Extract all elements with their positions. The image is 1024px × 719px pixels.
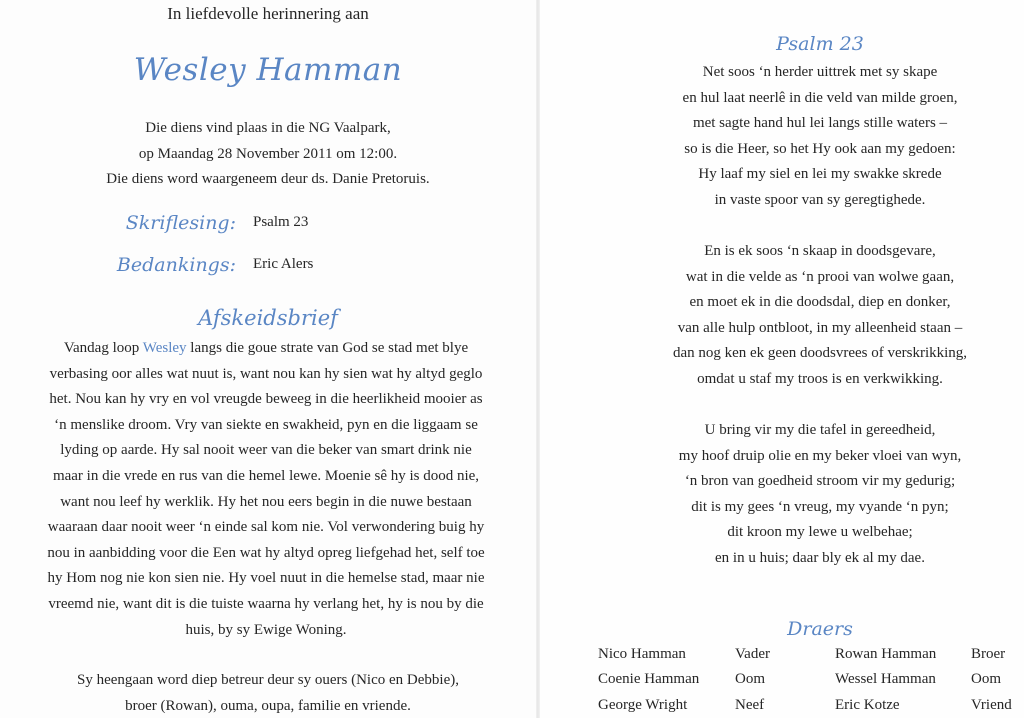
farewell-letter xyxy=(6,336,526,643)
psalm-line: U bring vir my die tafel in gereedheid, xyxy=(704,422,936,438)
closing-note xyxy=(0,668,536,719)
bedankings-value: Eric Alers xyxy=(253,256,314,272)
psalm-line: so is die Heer, so het Hy ook aan my gedoen: xyxy=(684,140,956,157)
letter-line: vreemd nie, want dit is die tuiste waarna hy verlang het, hy is nou by die xyxy=(48,595,484,612)
letter-line: hy Hom nog nie kon sien nie. Hy voel nuut in die hemelse stad, maar nie xyxy=(47,570,485,587)
bedankings-row xyxy=(0,254,536,282)
letter-lead: Vandag loop xyxy=(63,340,143,356)
pallbearer-relation: Neef xyxy=(735,696,765,713)
psalm-line: van alle hulp ontbloot, in my alleenheid staan – xyxy=(677,319,963,336)
psalm-line: Hy laaf my siel en lei my swakke skrede xyxy=(698,166,942,183)
letter-line: want nou leef hy werklik. Hy het nou eers begin in die nuwe bestaan xyxy=(60,493,472,510)
psalm-line: en moet ek in die doodsdal, diep en donker, xyxy=(689,294,951,311)
pallbearer-name: Eric Kotze xyxy=(835,696,900,713)
skriflesing-row xyxy=(0,212,536,240)
pallbearer-name: Nico Hamman xyxy=(598,646,686,662)
psalm-stanza-1 xyxy=(540,60,1024,214)
pallbearers-table xyxy=(598,642,1024,718)
pallbearer-row xyxy=(598,667,1024,692)
psalm-line: en hul laat neerlê in die veld van milde groen, xyxy=(682,89,958,106)
psalm-line: dit kroon my lewe u welbehae; xyxy=(727,524,913,541)
skriflesing-label: Skriflesing: xyxy=(125,212,236,234)
letter-line xyxy=(6,336,526,362)
skriflesing-value: Psalm 23 xyxy=(253,214,309,230)
psalm-line: my hoof druip olie en my beker vloei van wyn, xyxy=(678,447,962,464)
closing-line: Sy heengaan word diep betreur deur sy ouers (Nico en Debbie), xyxy=(77,672,459,688)
letter-line: maar in die vrede en rus van die hemel lewe. Moenie sê hy is dood nie, xyxy=(52,467,480,484)
deceased-name: Wesley Hamman xyxy=(133,52,403,88)
bedankings-label: Bedankings: xyxy=(116,254,236,276)
letter-line: waaraan daar nooit weer ‘n einde sal kom nie. Vol verwondering buig hy xyxy=(47,519,485,536)
service-line: Die diens word waargeneem deur ds. Danie Pretoruis. xyxy=(106,171,430,187)
psalm-line: en in u huis; daar bly ek al my dae. xyxy=(715,549,925,566)
service-details xyxy=(0,116,536,193)
pallbearer-relation: Oom xyxy=(971,671,1001,688)
letter-line: huis, by sy Ewige Woning. xyxy=(185,621,347,638)
pallbearer-name: Coenie Hamman xyxy=(598,671,700,688)
letter-line: het. Nou kan hy vry en vol vreugde beweeg in die heerlikheid mooier as xyxy=(49,391,483,408)
pallbearer-relation: Vriend xyxy=(971,696,1012,713)
intro-line: In liefdevolle herinnering aan xyxy=(167,4,369,23)
pallbearer-row xyxy=(598,642,1024,667)
psalm-line: En is ek soos ‘n skaap in doodsgevare, xyxy=(704,243,936,259)
psalm-stanza-3 xyxy=(540,418,1024,572)
pallbearer-name: Rowan Hamman xyxy=(835,646,937,662)
letter-name: Wesley xyxy=(142,340,187,356)
pallbearer-relation: Broer xyxy=(971,646,1006,662)
service-line: Die diens vind plaas in die NG Vaalpark, xyxy=(145,120,391,136)
psalm-line: in vaste spoor van sy geregtighede. xyxy=(714,191,926,208)
psalm-line: wat in die velde as ‘n prooi van wolwe gaan, xyxy=(685,268,955,285)
letter-first-rest: langs die goue strate van God se stad met blye xyxy=(186,340,469,356)
psalm-line: ‘n bron van goedheid stroom vir my gedurig; xyxy=(684,473,956,490)
letter-line: lyding op aarde. Hy sal nooit weer van die beker van smart drink nie xyxy=(60,442,472,459)
pallbearer-name: George Wright xyxy=(598,696,688,713)
psalm-stanza-2 xyxy=(540,239,1024,393)
pallbearer-relation: Vader xyxy=(735,646,770,662)
letter-line: nou in aanbidding voor die Een wat hy altyd opreg liefgehad het, self toe xyxy=(47,544,485,561)
letter-line: verbasing oor alles wat nuut is, want nou kan hy sien wat hy altyd geglo xyxy=(49,365,483,382)
closing-line: broer (Rowan), ouma, oupa, familie en vriende. xyxy=(125,697,411,714)
psalm-line: Net soos ‘n herder uittrek met sy skape xyxy=(702,64,938,80)
pallbearer-relation: Oom xyxy=(735,671,765,688)
pallbearer-row xyxy=(598,693,1024,718)
psalm-line: dit is my gees ‘n vreug, my vyande ‘n pyn; xyxy=(691,498,949,515)
service-line: op Maandag 28 November 2011 om 12:00. xyxy=(138,145,398,162)
psalm-line: omdat u staf my troos is en verkwikking. xyxy=(697,370,943,387)
draers-title: Draers xyxy=(787,618,853,640)
pallbearer-name: Wessel Hamman xyxy=(835,671,936,688)
psalm-line: met sagte hand hul lei langs stille waters – xyxy=(692,115,948,132)
psalm-line: dan nog ken ek geen doodsvrees of verskrikking, xyxy=(672,345,968,362)
psalm-title: Psalm 23 xyxy=(776,33,864,55)
afskeidsbrief-title: Afskeidsbrief xyxy=(198,306,338,330)
letter-line: ‘n menslike droom. Vry van siekte en swakheid, pyn en die liggaam se xyxy=(54,416,478,433)
